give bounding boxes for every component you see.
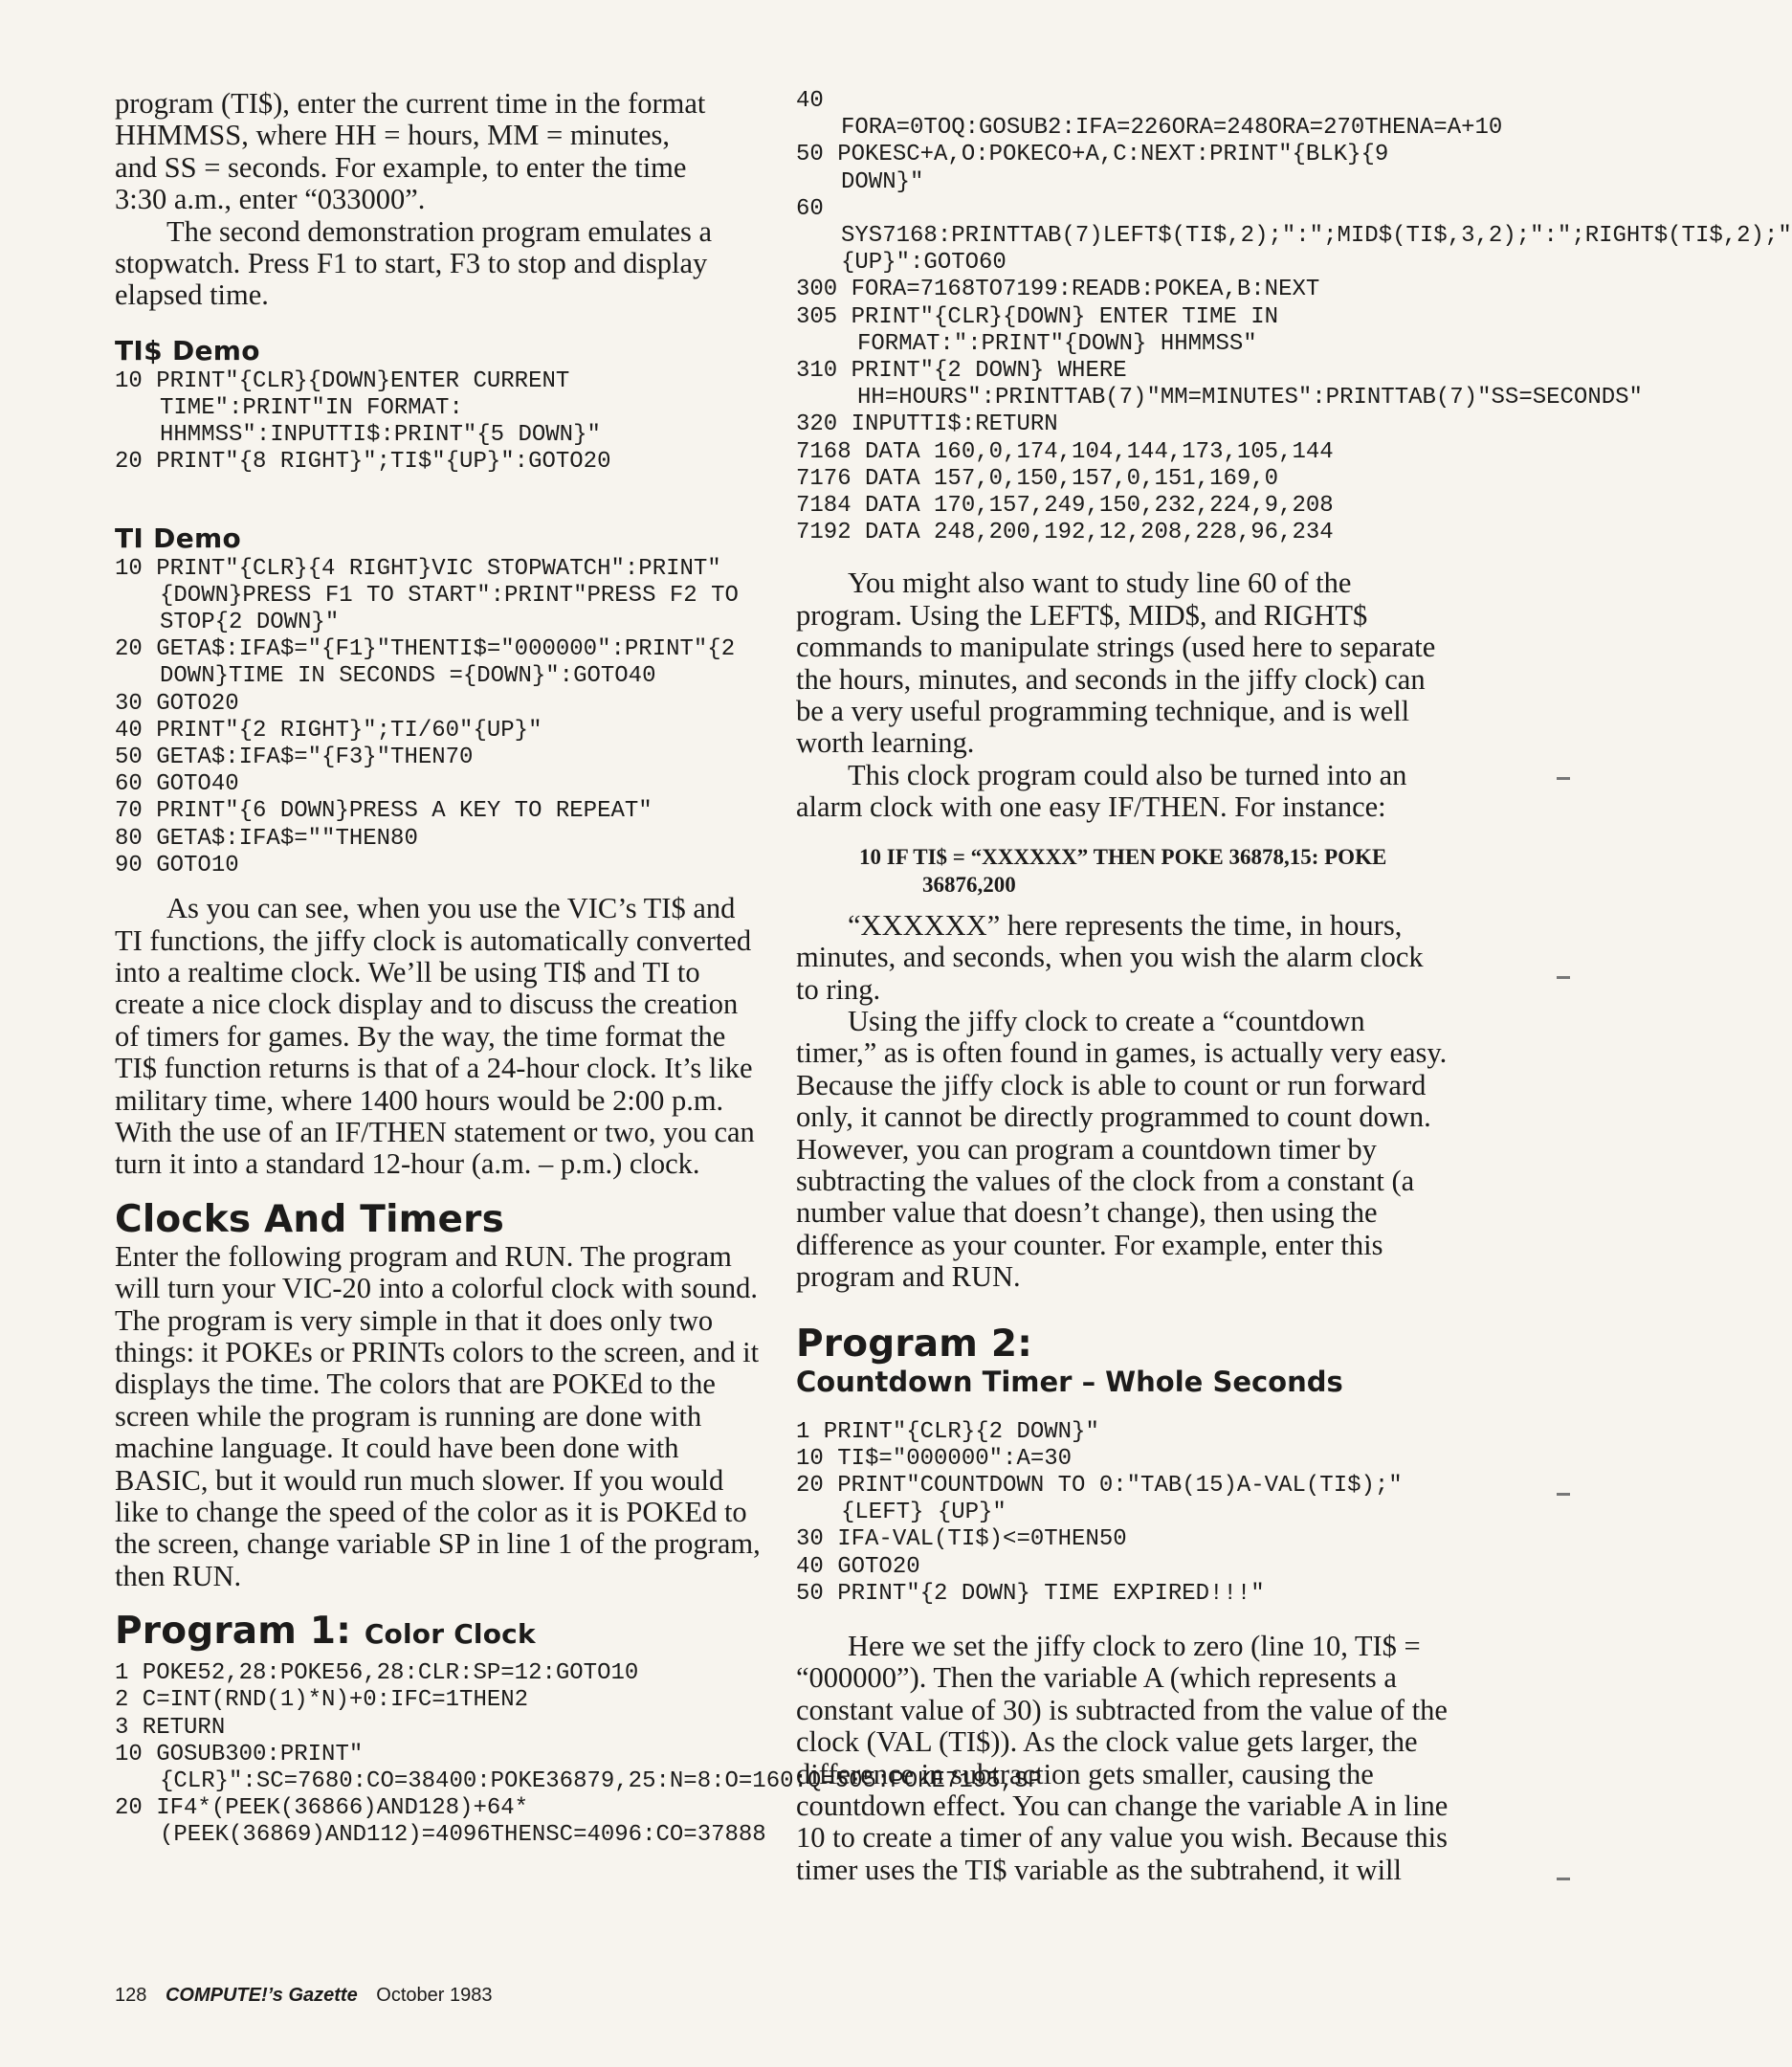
code-line: 7168 DATA 160,0,174,104,144,173,105,144 [796, 438, 1334, 465]
code-line: 50 POKESC+A,O:POKECO+A,C:NEXT:PRINT"{BLK}{9 DOWN}" [796, 142, 1403, 195]
code-line: 1 POKE52,28:POKE56,28:CLR:SP=12:GOTO10 [115, 1660, 639, 1687]
code-line: 320 INPUTTI$:RETURN [796, 411, 1058, 438]
code-line: 20 GETA$:IFA$="{F1}"THENTI$="000000":PRINT"{2 DOWN}TIME IN SECONDS ={DOWN}":GOTO40 [115, 636, 749, 690]
program2-subtitle: Countdown Timer – Whole Seconds [796, 1365, 1343, 1398]
code-line: 305 PRINT"{CLR}{DOWN} ENTER TIME IN FORMAT:":PRINT"{DOWN} HHMMSS" [796, 303, 1293, 357]
code-line: 1 PRINT"{CLR}{2 DOWN}" [796, 1418, 1099, 1445]
code-line: 20 IF4*(PEEK(36866)AND128)+64*(PEEK(36869)AND112)=4096THENSC=4096:CO=37888 [115, 1795, 766, 1849]
code-line: 10 PRINT"{CLR}{DOWN}ENTER CURRENT TIME":PRINT"IN FORMAT: HHMMSS":INPUTTI$:PRINT"{5 DOWN}" [115, 367, 601, 449]
tis-demo-listing [115, 368, 765, 477]
code-line: 40 PRINT"{2 RIGHT}";TI/60"{UP}" [115, 717, 542, 744]
code-line: 60 SYS7168:PRINTTAB(7)LEFT$(TI$,2);":";MID$(TI$,3,2);":";RIGHT$(TI$,2);"{UP}":GOTO60 [796, 195, 1792, 277]
code-line: 7176 DATA 157,0,150,157,0,151,169,0 [796, 465, 1279, 492]
code-line: 60 GOTO40 [115, 771, 239, 798]
edge-mark [1557, 777, 1570, 780]
code-line: 10 TI$="000000":A=30 [796, 1445, 1073, 1472]
program2-listing [796, 1419, 1452, 1608]
code-line: 40 FORA=0TOQ:GOSUB2:IFA=226ORA=248ORA=270THENA=A+10 [796, 88, 1503, 142]
xxxxxx-paragraph: “XXXXXX” here represents the time, in hours, minutes, and seconds, when you wish the alarm clock to ring. [796, 908, 1424, 1006]
ti-demo-listing [115, 556, 765, 879]
stopwatch-paragraph: The second demonstration program emulates a stopwatch. Press F1 to start, F3 to stop and display elapsed time. [115, 214, 712, 312]
countdown-paragraph: Using the jiffy clock to create a “countdown timer,” as is often found in games, is actually very easy. Because the jiffy clock is able to count or run forward only, it cannot be directly programmed to count down. However, you can program a countdown timer by subtracting the values of the clock from a constant (a number value that doesn’t change), then using the difference as your counter. For example, enter this program and RUN. [796, 1004, 1448, 1294]
code-line: 50 GETA$:IFA$="{F3}"THEN70 [115, 745, 474, 771]
alarm-code: 10 IF TI$ = “XXXXXX” THEN POKE 36878,15: POKE 36876,200 [859, 844, 1387, 897]
ti-demo-heading: TI Demo [115, 522, 242, 554]
enter-program-paragraph: Enter the following program and RUN. The program will turn your VIC-20 into a colorful clock with sound. The program is very simple in that it does only two things: it POKEs or PRINTs colors to the screen, and it displays the time. The colors that are POKEd to the screen while the program is running are done with machine language. It could have been done with BASIC, but it would run much slower. If you would like to change the speed of the color as it is POKEd to the screen, change variable SP in line 1 of the program, then RUN. [115, 1239, 761, 1592]
program1-label: Program 1: [115, 1610, 352, 1654]
program2-heading: Program 2: [796, 1322, 1033, 1366]
program1-heading [115, 1610, 765, 1653]
code-line: 90 GOTO10 [115, 852, 239, 878]
explanation-paragraph: Here we set the jiffy clock to zero (line 10, TI$ = “000000”). Then the variable A (which represents a constant value of 30) is subtracted from the value of the clock (VAL (TI$)). As the clock value gets larger, the difference in subtraction gets smaller, causing the countdown effect. You can change the variable A in line 10 to create a timer of any value you wish. Because this timer uses the TI$ variable as the subtrahend, it will [796, 1630, 1449, 1886]
code-line: 7184 DATA 170,157,249,150,232,224,9,208 [796, 493, 1334, 520]
code-line: 80 GETA$:IFA$=""THEN80 [115, 825, 418, 852]
code-line: 20 PRINT"{8 RIGHT}";TI$"{UP}":GOTO20 [115, 449, 611, 476]
edge-mark [1557, 1493, 1570, 1496]
program1-listing [115, 1660, 1042, 1849]
section-heading: Clocks And Timers [115, 1197, 504, 1241]
code-line: 20 PRINT"COUNTDOWN TO 0:"TAB(15)A-VAL(TI$);"{LEFT} {UP}" [796, 1472, 1403, 1526]
code-line: 30 IFA-VAL(TI$)<=0THEN50 [796, 1526, 1127, 1553]
code-line: 310 PRINT"{2 DOWN} WHERE HH=HOURS":PRINTTAB(7)"MM=MINUTES":PRINTTAB(7)"SS=SECONDS" [796, 358, 1643, 411]
alarm-paragraph: This clock program could also be turned into an alarm clock with one easy IF/THEN. For instance: [796, 758, 1407, 824]
intro-paragraph: program (TI$), enter the current time in the format HHMMSS, where HH = hours, MM = minutes, and SS = seconds. For example, to enter the time 3:30 a.m., enter “033000”. [115, 87, 706, 216]
realtime-paragraph: As you can see, when you use the VIC’s TI$ and TI functions, the jiffy clock is automatically converted into a realtime clock. We’ll be using TI$ and TI to create a nice clock display and to discuss the creation of timers for games. By the way, the time format the TI$ function returns is that of a 24-hour clock. It’s like military time, where 1400 hours would be 2:00 p.m. With the use of an IF/THEN statement or two, you can turn it into a standard 12-hour (a.m. – p.m.) clock. [115, 892, 755, 1181]
code-line: 3 RETURN [115, 1714, 226, 1741]
program1-title: Color Clock [364, 1618, 536, 1651]
page-footer [115, 1985, 492, 2007]
right-column [796, 88, 1792, 1886]
code-line: 30 GOTO20 [115, 690, 239, 717]
code-line: 50 PRINT"{2 DOWN} TIME EXPIRED!!!" [796, 1580, 1265, 1607]
tis-demo-heading: TI$ Demo [115, 334, 260, 367]
code-line: 300 FORA=7168TO7199:READB:POKEA,B:NEXT [796, 277, 1320, 303]
code-line: 10 GOSUB300:PRINT"{CLR}":SC=7680:CO=38400:POKE36879,25:N=8:O=160:Q=505:POKE7195,SP [115, 1741, 1042, 1795]
code-line: 40 GOTO20 [796, 1553, 920, 1580]
publication-name: COMPUTE!’s Gazette [165, 1985, 358, 2006]
code-line: 2 C=INT(RND(1)*N)+0:IFC=1THEN2 [115, 1687, 529, 1714]
line60-paragraph: You might also want to study line 60 of the program. Using the LEFT$, MID$, and RIGHT$ commands to manipulate strings (used here to separate the hours, minutes, and seconds in the jiffy clock) can be a very useful programming technique, and is well worth learning. [796, 567, 1436, 760]
page-number: 128 [115, 1985, 147, 2006]
edge-mark [1557, 976, 1570, 979]
code-line: 70 PRINT"{6 DOWN}PRESS A KEY TO REPEAT" [115, 798, 653, 825]
code-line: 7192 DATA 248,200,192,12,208,228,96,234 [796, 520, 1334, 546]
issue-date: October 1983 [376, 1985, 493, 2006]
edge-mark [1557, 1878, 1570, 1880]
program1-listing-continued [796, 88, 1792, 546]
code-line: 10 PRINT"{CLR}{4 RIGHT}VIC STOPWATCH":PRINT"{DOWN}PRESS F1 TO START":PRINT"PRESS F2 TO STOP{2 DOWN}" [115, 555, 753, 636]
